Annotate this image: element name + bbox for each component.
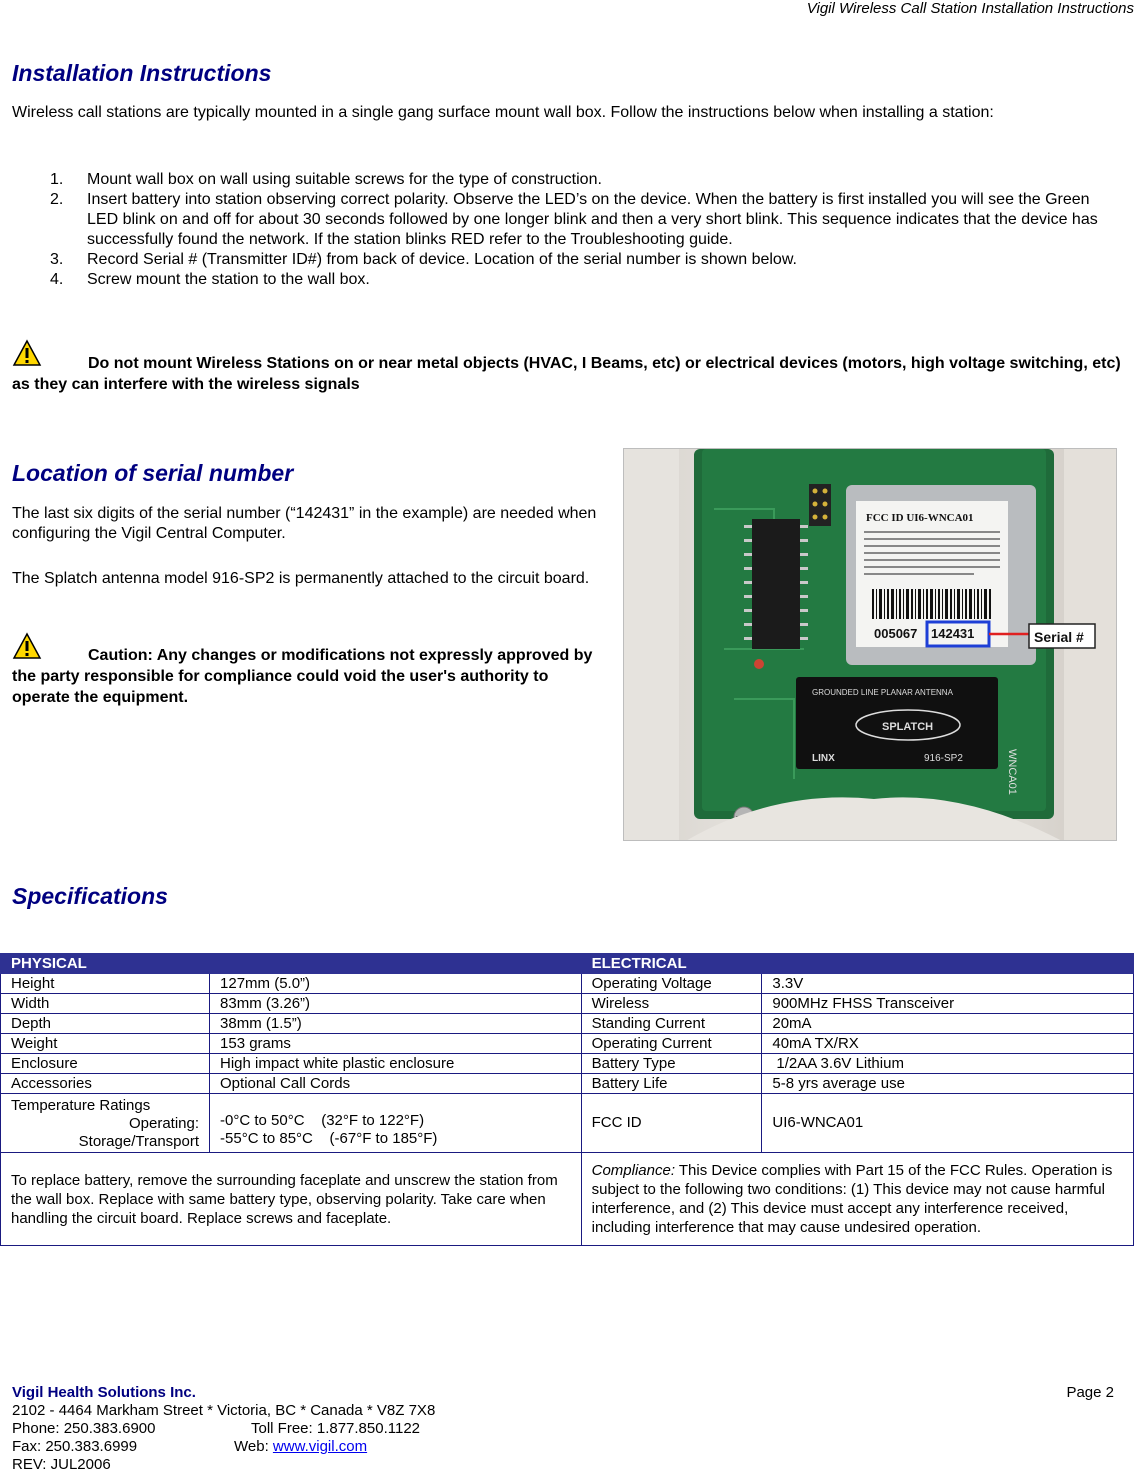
circuit-board-photo <box>623 448 1117 841</box>
temperature-row <box>1 1094 1134 1153</box>
temperature-storage-value: -55°C to 85°C (-67°F to 185°F) <box>220 1130 438 1147</box>
antenna-paragraph: The Splatch antenna model 916-SP2 is permanently attached to the circuit board. <box>12 570 590 587</box>
step-text: Insert battery into station observing correct polarity. Observe the LED’s on the device. When the battery is first installed you will see the Green LED blink on and off for about 30 seconds followed by one longer blink and then a very short blink. This sequence indicates that the device has successfully found the network. If the station blinks RED refer to the Troubleshooting guide. <box>87 191 1098 248</box>
step-item <box>12 270 1122 290</box>
electrical-value: 900MHz FHSS Transceiver <box>762 994 1134 1014</box>
notes-row <box>1 1153 1134 1246</box>
electrical-label: Battery Type <box>581 1054 762 1074</box>
step-number: 1. <box>50 171 64 188</box>
footer-web-link[interactable]: www.vigil.com <box>272 1438 368 1455</box>
table-row <box>1 1034 1134 1054</box>
fcc-id-value-cell: UI6-WNCA01 <box>762 1094 1134 1153</box>
physical-value: High impact white plastic enclosure <box>210 1054 582 1074</box>
serial-suffix: 142431 <box>931 626 975 641</box>
fcc-id-label-cell: FCC ID <box>581 1094 762 1153</box>
physical-value: 83mm (3.26”) <box>210 994 582 1014</box>
antenna-brand: SPLATCH <box>882 721 934 733</box>
installation-steps <box>12 170 1122 290</box>
caution-warning: Caution: Any changes or modifications not expressly approved by the party responsible for compliance could void the user's authority to operate the equipment. <box>12 647 593 706</box>
installation-intro: Wireless call stations are typically mounted in a single gang surface mount wall box. Follow the instructions below when installing a station: <box>12 104 994 121</box>
physical-label: Depth <box>1 1014 210 1034</box>
compliance-text: This Device complies with Part 15 of the FCC Rules. Operation is subject to the following two conditions: (1) This device may not cause harmful interference, and (2) This device must accept any interference received, including interference that may cause undesired operation. <box>591 1162 1113 1236</box>
physical-label: Enclosure <box>1 1054 210 1074</box>
serial-location-heading: Location of serial number <box>12 460 294 486</box>
electrical-value: 5-8 yrs average use <box>762 1074 1134 1094</box>
compliance-note <box>581 1153 1133 1246</box>
linx-logo: LINX <box>812 753 835 764</box>
step-item <box>12 250 1122 270</box>
footer-revision: REV: JUL2006 <box>12 1456 111 1473</box>
antenna-title: GROUNDED LINE PLANAR ANTENNA <box>812 688 953 697</box>
physical-header: PHYSICAL <box>1 954 582 974</box>
table-row <box>1 974 1134 994</box>
page-number: Page 2 <box>1066 1384 1114 1401</box>
step-number: 4. <box>50 271 64 288</box>
physical-label: Height <box>1 974 210 994</box>
physical-label: Weight <box>1 1034 210 1054</box>
serial-paragraph: The last six digits of the serial number (“142431” in the example) are needed when configuring the Vigil Central Computer. <box>12 505 597 542</box>
battery-replacement-note: To replace battery, remove the surrounding faceplate and unscrew the station from the wall box. Replace with same battery type, observing polarity. Take care when handling the circuit board. Replace screws and faceplate. <box>1 1153 582 1246</box>
electrical-header: ELECTRICAL <box>581 954 762 974</box>
serial-prefix: 005067 <box>874 626 918 641</box>
electrical-label: Operating Current <box>581 1034 762 1054</box>
footer <box>12 1384 1114 1474</box>
mounting-warning: Do not mount Wireless Stations on or near metal objects (HVAC, I Beams, etc) or electrical devices (motors, high voltage switching, etc) as they can interfere with the wireless signals <box>12 355 1121 393</box>
compliance-label: Compliance: <box>591 1162 675 1179</box>
electrical-label: Battery Life <box>581 1074 762 1094</box>
electrical-label: Wireless <box>581 994 762 1014</box>
step-text: Mount wall box on wall using suitable screws for the type of construction. <box>87 171 602 188</box>
table-row <box>1 1074 1134 1094</box>
electrical-value: 1/2AA 3.6V Lithium <box>762 1054 1134 1074</box>
board-label: WNCA01 <box>1006 749 1018 795</box>
electrical-value: 40mA TX/RX <box>762 1034 1134 1054</box>
antenna-model: 916-SP2 <box>924 753 963 764</box>
electrical-label: Standing Current <box>581 1014 762 1034</box>
temperature-label: Temperature Ratings <box>11 1097 151 1114</box>
electrical-label: Operating Voltage <box>581 974 762 994</box>
electrical-value: 20mA <box>762 1014 1134 1034</box>
physical-label: Accessories <box>1 1074 210 1094</box>
installation-heading: Installation Instructions <box>12 60 272 86</box>
fcc-id-label: FCC ID UI6-WNCA01 <box>866 512 974 524</box>
step-number: 3. <box>50 251 64 268</box>
circuit-board-illustration <box>624 449 1117 841</box>
table-header-row <box>1 954 1134 974</box>
table-row <box>1 1014 1134 1034</box>
footer-phone: Phone: 250.383.6900 <box>12 1420 156 1437</box>
physical-value: 153 grams <box>210 1034 582 1054</box>
temperature-values <box>210 1094 582 1153</box>
footer-tollfree: Toll Free: 1.877.850.1122 <box>251 1420 421 1437</box>
physical-value: 38mm (1.5”) <box>210 1014 582 1034</box>
step-item <box>12 190 1122 250</box>
step-text: Screw mount the station to the wall box. <box>87 271 370 288</box>
physical-label: Width <box>1 994 210 1014</box>
specifications-heading: Specifications <box>12 883 168 909</box>
footer-fax: Fax: 250.383.6999 <box>12 1438 138 1455</box>
specifications-table <box>0 953 1134 1246</box>
footer-web-label: Web: <box>234 1438 273 1455</box>
footer-address: 2102 - 4464 Markham Street * Victoria, BC * Canada * V8Z 7X8 <box>12 1402 436 1419</box>
temperature-storage-label: Storage/Transport <box>78 1133 200 1150</box>
electrical-value: 3.3V <box>762 974 1134 994</box>
step-text: Record Serial # (Transmitter ID#) from back of device. Location of the serial number is shown below. <box>87 251 797 268</box>
physical-value: Optional Call Cords <box>210 1074 582 1094</box>
serial-callout-label: Serial # <box>1034 629 1084 645</box>
electrical-header-blank <box>762 954 1134 974</box>
temperature-operating-label: Operating: <box>128 1115 200 1132</box>
temperature-labels <box>1 1094 210 1153</box>
footer-company: Vigil Health Solutions Inc. <box>12 1384 196 1401</box>
table-row <box>1 1054 1134 1074</box>
physical-value: 127mm (5.0”) <box>210 974 582 994</box>
temperature-operating-value: -0°C to 50°C (32°F to 122°F) <box>220 1112 425 1129</box>
document-header-title: Vigil Wireless Call Station Installation Instructions <box>806 0 1134 17</box>
step-item <box>12 170 1122 190</box>
step-number: 2. <box>50 191 64 208</box>
table-row <box>1 994 1134 1014</box>
